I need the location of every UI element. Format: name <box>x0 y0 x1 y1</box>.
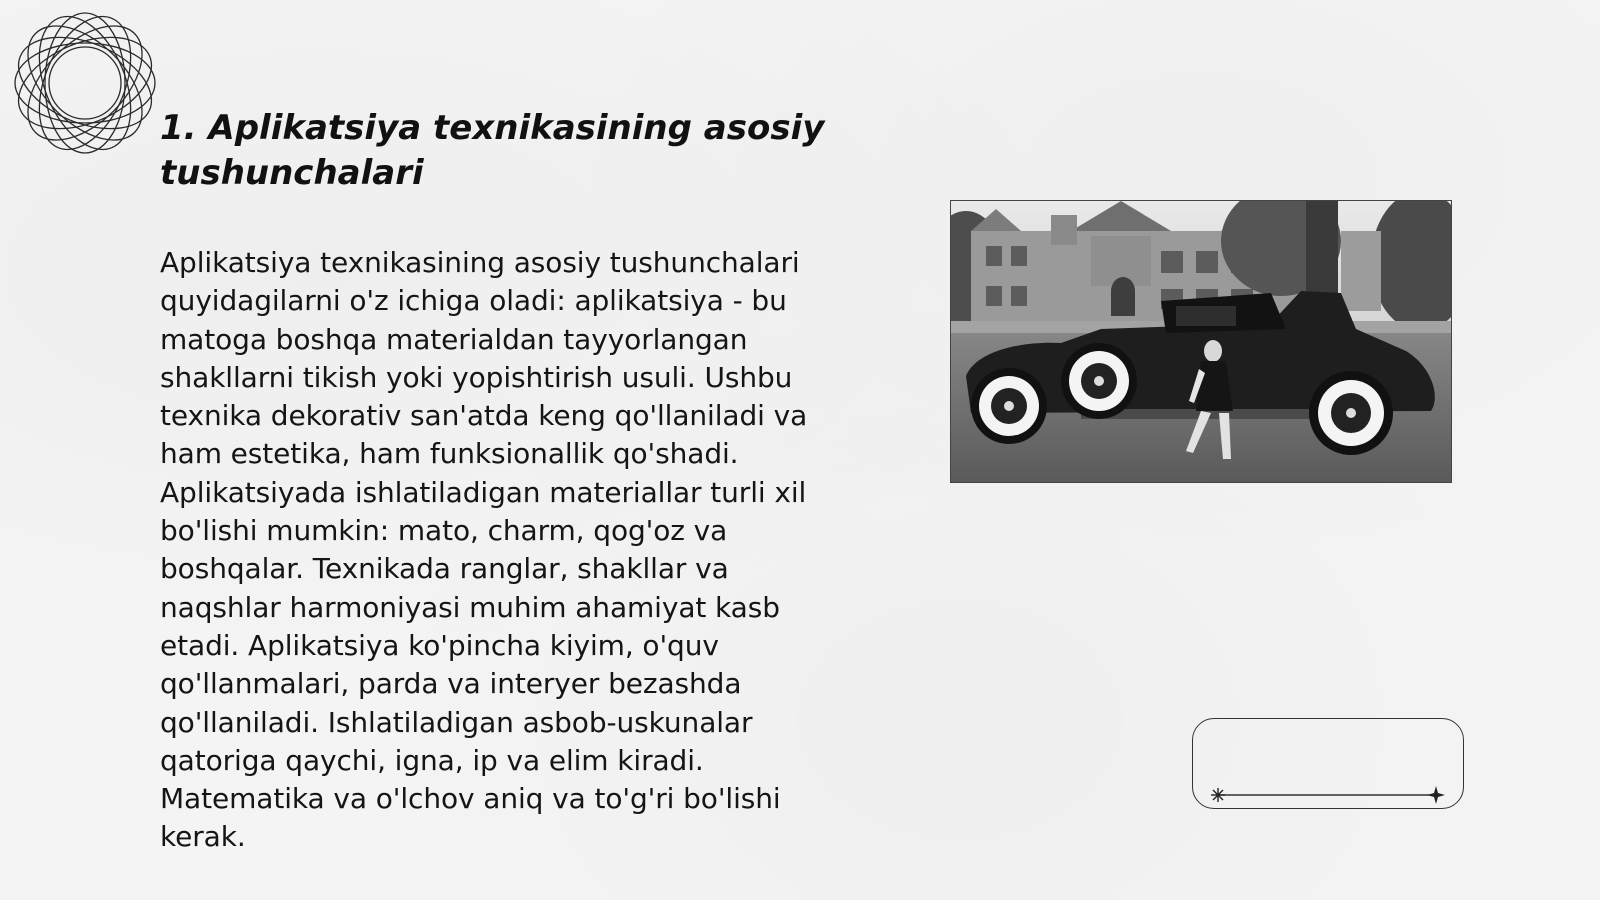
rosette-petal <box>12 10 158 156</box>
rosette-petal <box>12 10 158 156</box>
rosette-center <box>49 47 121 119</box>
slide-title: 1. Aplikatsiya texnikasining asosiy tushunchalari <box>160 108 825 193</box>
rosette-petal <box>21 10 148 156</box>
vintage-car-photo <box>950 200 1452 483</box>
decorative-line <box>1210 786 1450 804</box>
rosette-ornament-icon <box>12 10 158 156</box>
rosette-petal <box>12 19 158 146</box>
four-point-star-icon <box>1427 786 1445 804</box>
rosette-petal <box>21 10 148 156</box>
sparkle-icon <box>1211 788 1225 802</box>
slide-body-text: Aplikatsiya texnikasining asosiy tushunchalari quyidagilarni o'z ichiga oladi: aplikatsiya - bu matoga boshqa materialdan tayyorlangan shakllarni tikish yoki yopishtirish usuli. Ushbu texnika dekorativ san'atda keng qo'llaniladi va ham estetika, ham funksionallik qo'shadi. Aplikatsiyada ishlatiladigan materiallar turli xil bo'lishi mumkin: mato, charm, qog'oz va boshqalar. Texnikada ranglar, shakllar va naqshlar harmoniyasi muhim ahamiyat kasb etadi. Aplikatsiya ko'pincha kiyim, o'quv qo'llanmalari, parda va interyer bezashda qo'llaniladi. Ishlatiladigan asbob-uskunalar qatoriga qaychi, igna, ip va elim kiradi. Matematika va o'lchov aniq va to'g'ri bo'lishi kerak. <box>160 246 808 854</box>
rosette-petal <box>12 19 158 146</box>
